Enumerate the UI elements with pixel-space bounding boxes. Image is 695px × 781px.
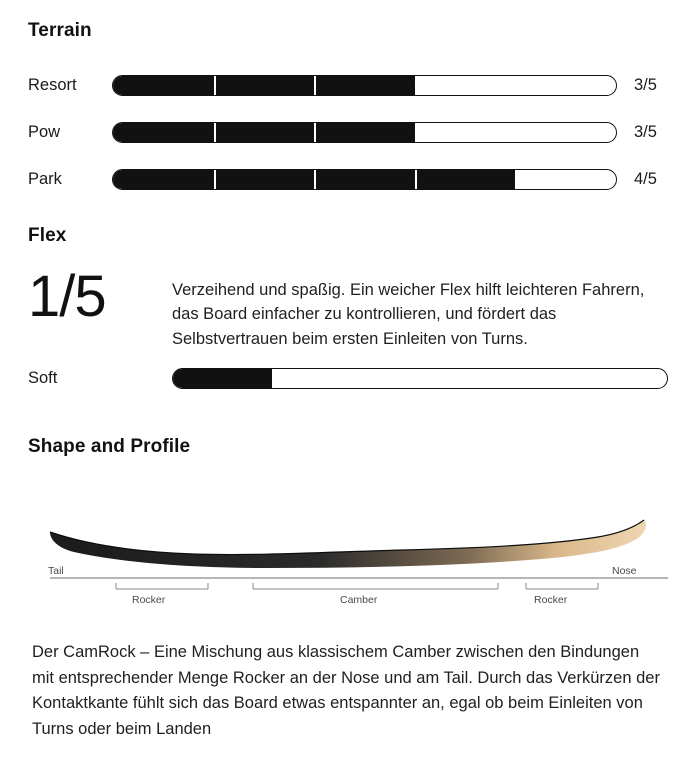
meter-tick: [214, 76, 216, 95]
meter-ticks: [173, 369, 667, 388]
meter-tick: [314, 76, 316, 95]
meter-tick: [415, 170, 417, 189]
board-label-rocker-nose: Rocker: [534, 594, 568, 606]
flex-section-title: Flex: [28, 225, 67, 246]
terrain-meter-resort: [112, 75, 617, 96]
board-profile-svg: [28, 490, 668, 625]
terrain-row-label: Pow: [28, 123, 61, 141]
board-body: [50, 520, 646, 568]
board-profile-illustration: [28, 490, 668, 625]
meter-tick: [314, 170, 316, 189]
terrain-meter-park: [112, 169, 617, 190]
terrain-row-label: Park: [28, 170, 62, 188]
meter-ticks: [113, 170, 616, 189]
board-label-tail: Tail: [48, 565, 64, 577]
terrain-row-value: 3/5: [634, 123, 657, 141]
meter-tick: [214, 123, 216, 142]
terrain-section-title: Terrain: [28, 20, 92, 41]
flex-meter: [172, 368, 668, 389]
meter-tick: [314, 123, 316, 142]
terrain-row-park: [28, 156, 668, 203]
terrain-row-label: Resort: [28, 76, 77, 94]
flex-description: Verzeihend und spaßig. Ein weicher Flex hilft leichteren Fahrern, das Board einfacher zu kontrollieren, und fördert das Selbstvertrauen beim ersten Einleiten von Turns.: [172, 281, 645, 348]
meter-ticks: [113, 123, 616, 142]
flex-rating-row: [28, 368, 668, 389]
terrain-row-value: 4/5: [634, 170, 657, 188]
meter-ticks: [113, 76, 616, 95]
profile-description: Der CamRock – Eine Mischung aus klassischem Camber zwischen den Bindungen mit entsprechender Menge Rocker an der Nose und am Tail. Durch das Verkürzen der Kontaktkante fühlt sich das Board etwas entspannter an, egal ob beim Einleiten von Turns oder beim Landen: [32, 643, 660, 738]
terrain-rating-list: [28, 62, 668, 203]
terrain-row-resort: [28, 62, 668, 109]
shape-section-title: Shape and Profile: [28, 436, 191, 457]
terrain-row-pow: [28, 109, 668, 156]
flex-score: 1/5: [28, 264, 106, 329]
board-zone-brackets: [116, 583, 598, 589]
board-label-camber: Camber: [340, 594, 378, 606]
board-shape: [50, 520, 646, 568]
meter-tick: [214, 170, 216, 189]
board-label-nose: Nose: [612, 565, 637, 577]
flex-meter-label: Soft: [28, 369, 58, 387]
terrain-meter-pow: [112, 122, 617, 143]
board-label-rocker-tail: Rocker: [132, 594, 166, 606]
terrain-row-value: 3/5: [634, 76, 657, 94]
